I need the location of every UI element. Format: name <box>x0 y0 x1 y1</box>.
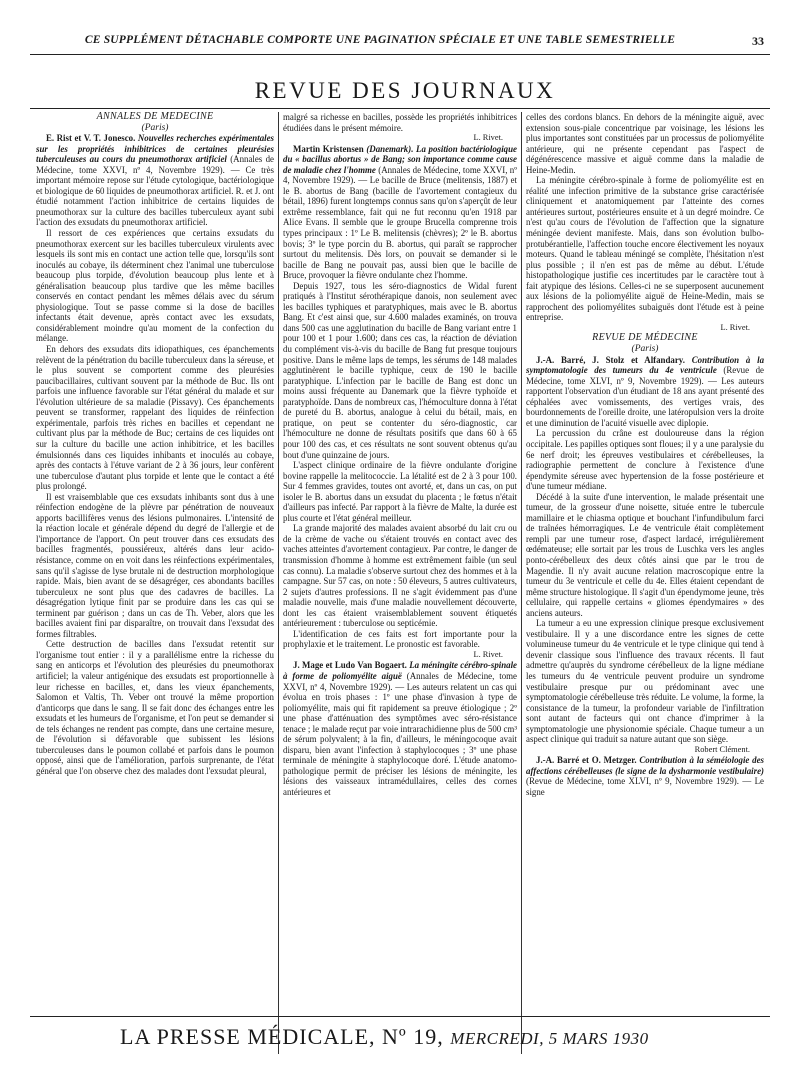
article-authors: J.-A. Barré et O. Metzger. <box>536 755 637 766</box>
section-title: REVUE DES JOURNAUX <box>254 78 556 103</box>
paragraph: malgré sa richesse en bacilles, possède les propriétés inhibitrices étudiées dans le présent mémoire. <box>283 112 517 133</box>
abstract-rist-jonesco <box>36 133 274 228</box>
article-title: La méningite cérébro-spinale à forme de poliomyélite aiguë <box>283 660 517 681</box>
running-header <box>30 34 770 50</box>
article-text: (Revue de Médecine, tome XLVI, nº 9, Novembre 1929). — Les auteurs rapportent l'observation d'un étudiant de 18 ans ayant présenté des céphalées avec vomissements, des vertiges vrais, des bourdonnements de l'oreille droite, une latéropulsion vers la droite et une diminution de l'acuité visuelle avec diplopie. <box>526 365 764 428</box>
paragraph: Il ressort de ces expériences que certains exsudats du pneumothorax exercent sur les bacilles tuberculeux virulents avec lesquels ils sont mis en contact une action telle que, lorsqu'ils sont inoculés au cobaye, ils déterminent chez l'animal une tuberculose beaucoup plus torpide, d'évolution beaucoup plus lente et à généralisation beaucoup plus tardive que les même bacilles conservés en contact pendant les mêmes délais avec du sérum physiologique. Tout se passe comme si la dose de bacilles infectants était devenue, après contact avec les exsudats, considérablement moindre qu'au moment de la confection du mélange. <box>36 228 274 344</box>
footer-date: MERCREDI, 5 MARS 1930 <box>450 1029 649 1048</box>
article-title: (Danemark). La position bactériologique du « bacillus abortus » de Bang; son importance comme cause de maladie chez l'homme <box>283 143 517 175</box>
running-title: CE SUPPLÉMENT DÉTACHABLE COMPORTE UNE PAGINATION SPÉCIALE ET UNE TABLE SEMESTRIELLE <box>84 34 676 46</box>
journal-heading: ANNALES DE MÉDECINE <box>96 112 214 122</box>
signature: L. Rivet. <box>720 322 750 332</box>
paragraph: Il est vraisemblable que ces exsudats inhibants sont dus à une réinfection endogène de la plèvre par pénétration de nouveaux apports bacillifères venus des lésions pulmonaires. L'intensité de la réaction locale et générale dépend du degré de l'allergie et de l'importance de l'apport. On peut trouver dans ces exsudats des bacilles fragmentés, poussiéreux, altérés dans leur acido-résistance, comme on en voit dans les réinfections expérimentales, sans qu'il s'agisse de lyse brutale ni de destruction morphologique rapide. Mais, bien avant de se désagréger, ces abondants bacilles tuberculeux ne sont plus que des cadavres de bacilles. La désagrégation lytique finit par se produire dans les cas qui se terminent par guérison ; dans un cas de Th. Veber, alors que les bacilles avaient fini par disparaître, on trouvait dans l'exsudat des formes filtrables. <box>36 491 274 639</box>
signature: Robert Clément. <box>694 744 750 754</box>
paragraph: Depuis 1927, tous les séro-diagnostics de Widal furent pratiqués à l'Institut sérothérapique danois, non seulement avec les bacilles typhiques et paratyphiques, mais avec le B. abortus Bang. Et c'est ainsi que, sur 4.600 malades examinés, on trouva dans 500 cas une agglutination du bacille de Bang variant entre 1 pour 100 et 1 pour 1.600; dans ces cas, la réaction de déviation du complément vis-à-vis du bacille de Bang fut presque toujours positive. Dans le même laps de temps, les sérums de 148 malades agglutinèrent le bacille typhique, ceux de 190 le bacille paratyphique. L'infection par le bacille de Bang est donc un moins aussi fréquente au Danemark que la fièvre typhoïde et paratyphoïde. Dans de nombreux cas, l'hémoculture donna à l'état de pureté du B. abortus, analogue à celui du bétail, mais, en pratique, on peut se contenter du séro-diagnostic, car l'hémoculture ne donne de résultats positifs que dans 60 à 65 pour 100 des cas, et ces résultats ne sont souvent obtenus qu'au bout d'une quinzaine de jours. <box>283 280 517 460</box>
journal-city: (Paris) <box>141 122 169 133</box>
paragraph: Décédé à la suite d'une intervention, le malade présentait une tumeur, de la grosseur d'une noisette, située entre le tubercule mamillaire et le chiasma optique et bouchant l'infundibulum farci de traînées hémorragiques. Le 4e ventricule était complètement rempli par une tumeur rose, d'aspect lardacé, irrégulièrement œdémateuse; elle sortait par les trous de Luschka vers les angles ponto-cérébelleux des deux côtés ainsi que par le trou de Magendie. Il n'y avait aucune relation macroscopique entre la tumeur du 3e ventricule et celle du 4e. Elles étaient cependant de même structure histologique. Il s'agit d'un épendymome jeune, très cellulaire, qui rappelle certains « gliomes épendymaires » des anciens auteurs. <box>526 491 764 618</box>
paragraph: La percussion du crâne est douloureuse dans la région occipitale. Les papilles optiques sont floues; il y a une paralysie du 6e nerf droit; les épreuves vestibulaires et cérébelleuses, la radiographie permettent de conclure à l'existence d'une épendymite séreuse avec hypertension de la fosse postérieure et d'une tumeur médiane. <box>526 428 764 492</box>
column-2 <box>283 112 517 1054</box>
column-divider <box>278 112 279 1054</box>
abstract-barre-metzger <box>526 755 764 797</box>
abstract-kristensen <box>283 144 517 281</box>
column-divider <box>521 112 522 1054</box>
paragraph: L'identification de ces faits est fort importante pour la prophylaxie et le traitement. Le pronostic est favorable. <box>283 628 517 650</box>
paragraph: celles des cordons blancs. En dehors de la méningite aiguë, avec extension sous-piale concentrique par voisinage, les lésions les plus importantes sont constituées par un processus de poliomyélite antérieure, qui ne présente cependant pas l'aspect de dégénérescence massive et aiguë comme dans la maladie de Heine-Medin. <box>526 112 764 175</box>
paragraph: Cette destruction de bacilles dans l'exsudat retentit sur l'organisme tout entier : il y a parallélisme entre la richesse du sang en anticorps et l'évolution des pleurésies du pneumothorax artificiel; la valeur antigénique des exsudats est proportionnelle à leur richesse en bacilles, et, dans les vieux épanchements, Salomon et Valtis, Th. Veber ont trouvé la même proportion d'anticorps que dans le sang. Il se fait donc des échanges entre les exsudats et les humeurs de l'organisme, et l'on peut se demander si de tels échanges ne rendent pas compte, dans une certaine mesure, de l'évolution si défavorable que subissent les lésions tuberculeuses dans le poumon collabé et parfois dans le poumon opposé, ainsi que de l'amélioration, parfois surprenante, de l'état général que l'on observe chez des malades dont l'exsudat pleural, <box>36 639 274 776</box>
journal-city: (Paris) <box>631 344 659 355</box>
paragraph: L'aspect clinique ordinaire de la fièvre ondulante d'origine bovine rappelle la melitococcie. La létalité est de 2 à 3 pour 100. Sur 4 femmes gravides, toutes ont avorté, et, dans un cas, on put isoler le B. abortus dans un exsudat du placenta ; le fœtus n'était d'ailleurs pas infecté. Par rapport à la fièvre de Malte, la durée est plus courte et l'état général meilleur. <box>283 460 517 523</box>
footer-journal: LA PRESSE MÉDICALE, Nº 19, <box>120 1024 444 1049</box>
paragraph: En dehors des exsudats dits idiopathiques, ces épanchements relèvent de la pénétration du bacille tuberculeux dans la séreuse, et le plus souvent se comportent comme des pleurésies paucibacillaires, cultivant souvent par la méthode de Buc. Ils ont parfois une influence favorable sur l'état général du malade et sur l'évolution ultérieure de sa maladie (Pissavy). Ces épanchements peuvent se transformer, rappelant des liquides de réinfection expérimentale, parfois très riches en bacilles et cependant ne cultivant plus par la méthode de Buc; certains de ces liquides ont sur la culture du bacille une action inhibitrice, et les bacilles émulsionnés dans ces liquides inhibants et inoculés au cobaye, après des contacts à l'étuve variant de 2 à 36 jours, leur confèrent une tuberculose d'autant plus torpide et lente que le contact a été plus prolongé. <box>36 344 274 492</box>
paragraph: La méningite cérébro-spinale à forme de poliomyélite est en réalité une infection primitive de la substance grise caractérisée cliniquement et anatomiquement par l'atteinte des cornes antérieures surtout, postérieures ensuite et à un degré moindre. Ce n'est qu'au cours de l'évolution de l'affection que la signature méningée devient manifeste. Mais, dans son évolution bulbo-protubérantielle, l'affection touche encore électivement les noyaux moteurs. Quand le tableau méningé se complète, l'hésitation n'est plus possible ; il n'en est pas de même au début. L'étude histopathologique justifie ces incertitudes par le caractère tout à fait atypique des lésions. Celles-ci ne se superposent aucunement aux lésions de la poliomyélite aiguë de Heine-Medin, mais se rapprochent des poliomyélites subaiguës dont l'étude est à peine entreprise. <box>526 175 764 323</box>
journal-heading: REVUE DE MÉDECINE <box>592 332 698 344</box>
article-authors: Martin Kristensen <box>293 143 364 154</box>
column-1 <box>36 112 274 1054</box>
article-authors: J. Mage et Ludo Van Bogaert. <box>293 660 407 671</box>
title-rule <box>30 108 770 109</box>
article-authors: J.-A. Barré, J. Stolz et Alfandary. <box>536 354 685 365</box>
article-text: (Annales de Médecine, tome XXVI, nº 4, Novembre 1929). — Ce très important mémoire repose sur l'étude cytologique, bactériologique et biologique de 60 liquides de pneumothorax artificiel. R. et J. ont étudié notamment l'action inhibitrice de certains liquides de pneumothorax sur la culture des bacilles tuberculeux ayant subi l'action des exsudats du pneumothorax artificiel. <box>36 154 274 228</box>
paragraph: La grande majorité des malades avaient absorbé du lait cru ou de la crème de vache ou s'étaient trouvés en contact avec des vaches atteintes d'avortement contagieux. Par contre, le danger de transmission d'homme à homme est extrêmement faible (un seul cas connu). La maladie s'observe surtout chez des hommes et à la campagne. Sur 57 cas, on note : 50 éleveurs, 5 autres cultivateurs, 2 sujets d'autres professions. Il ne s'agit évidemment pas d'une maladie nouvelle, mais d'une maladie nouvellement découverte, dont les cas étaient vraisemblablement souvent étiquetés antérieurement : tuberculose ou septicémie. <box>283 523 517 629</box>
article-text: (Annales de Médecine, tome XXVI, nº 4, Novembre 1929). — Le bacille de Bruce (melitensis, 1887) et le B. abortus de Bang (bacille de l'avortement contagieux du bétail, 1896) furent longtemps connus sans qu'on s'aperçût de leur extrême ressemblance, fait qui ne fut reconnu qu'en 1918 par Alice Evans. Il semble que le groupe Brucella comprenne trois types principaux : 1º Le B. melitensis (chèvres); 2º le B. abortus bovis; 3º le type porcin du B. abortus, qui paraît se rapprocher surtout du melitensis. Dès lors, on pouvait se demander si le bacille de Bang ne pouvait pas, aussi bien que le bacille de Bruce, provoquer la fièvre ondulante chez l'homme. <box>283 164 517 281</box>
article-text: (Revue de Médecine, tome XLVI, nº 9, Novembre 1929). — Le signe <box>526 776 764 797</box>
header-rule <box>30 54 770 55</box>
article-authors: E. Rist et V. T. Jonesco. <box>46 133 136 144</box>
article-title: Contribution à la séméiologie des affections cérébelleuses (le signe de la dysharmonie vestibulaire) <box>526 755 764 776</box>
signature: L. Rivet. <box>473 133 503 143</box>
page-number: 33 <box>752 34 764 48</box>
article-title: Contribution à la symptomatologie des tumeurs du 4e ventricule <box>526 354 764 376</box>
article-title: Nouvelles recherches expérimentales sur les propriétés inhibitrices de certaines pleurésies tuberculeuses au cours du pneumothorax artificiel <box>36 133 274 165</box>
page-footer <box>120 1024 780 1058</box>
article-text: (Annales de Médecine, tome XXVI, nº 4, Novembre 1929). — Les auteurs relatent un cas qui évolua en trois phases : 1º une phase d'invasion à type de poliomyélite, mais qui fit rapidement sa preuve étiologique ; 2º une phase d'atténuation des symptômes avec séro-résistance tenace ; le malade reçut par voie intrarachidienne plus de 500 cm³ de sérum polyvalent; à la fin, d'ailleurs, le méningocoque avait disparu, bien avant l'infection à staphylocoques ; 3º une phase terminale de méningite à staphylocoque doré. L'étude anatomo-pathologique permit de préciser les lésions de méningite, les lésions des vaisseaux intramédullaires, celles des cornes antérieures et <box>283 670 517 797</box>
paragraph: La tumeur a eu une expression clinique presque exclusivement vestibulaire. Il y a une discordance entre les signes de cette volumineuse tumeur du 4e ventricule et le type clinique qui tend à devenir classique sous l'influence des travaux récents. Il faut admettre qu'auprès du syndrome cérébelleux de la ligne médiane les tumeurs du 4e ventricule peuvent produire un syndrome vestibulaire presque pur ou prédominant avec une symptomatologie cérébelleuse très réduite. Le volume, la forme, la consistance de la tumeur, la profondeur variable de l'infiltration sont autant de facteurs qui ont chance d'imprimer à la symptomatologie une physionomie spéciale. Chaque tumeur a un aspect clinique qui traduit sa nature autant que son siège. <box>526 618 764 745</box>
column-3 <box>526 112 764 1054</box>
footer-rule <box>30 1016 770 1017</box>
signature: L. Rivet. <box>473 649 503 659</box>
abstract-mage-van-bogaert <box>283 660 517 797</box>
abstract-barre-stolz <box>526 355 764 429</box>
